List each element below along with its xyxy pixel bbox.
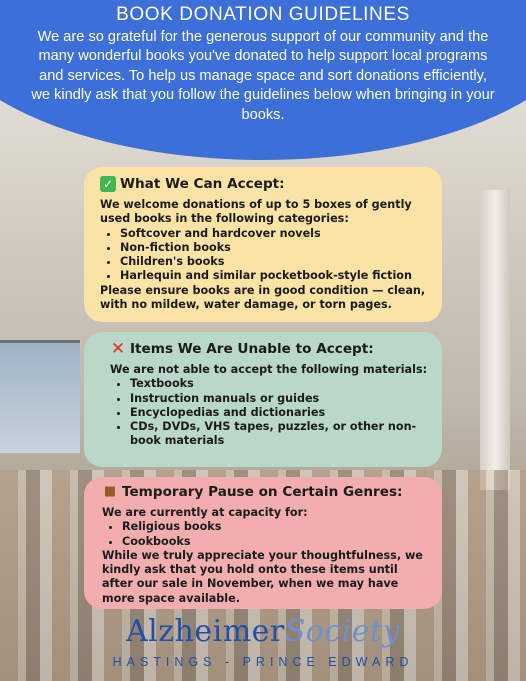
cross-mark-icon: ✕ — [110, 339, 126, 359]
pause-intro: We are currently at capacity for: — [102, 506, 308, 519]
logo-main-text: Alzheimer — [125, 614, 285, 649]
list-item: • Non-fiction books — [120, 241, 428, 255]
list-item: • Religious books — [122, 520, 428, 534]
intro-text: We are so grateful for the generous support of our community and the many wonderful books you've donated to help support local programs and services. To help us manage space and sort donations efficiently, we kindly ask that you follow the guidelines below when bringing in your books. — [31, 29, 495, 123]
accept-list — [100, 227, 428, 284]
unable-heading-text: Items We Are Unable to Accept: — [130, 341, 374, 357]
background-window — [0, 340, 80, 453]
alzheimer-society-logo — [0, 614, 526, 669]
pause-heading-text: Temporary Pause on Certain Genres: — [122, 484, 403, 500]
list-item: • Encyclopedias and dictionaries — [130, 406, 428, 420]
unable-heading — [110, 341, 428, 357]
list-item: • Harlequin and similar pocketbook-style fiction — [120, 269, 428, 283]
background-pillar — [480, 190, 510, 490]
list-item: • Children's books — [120, 255, 428, 269]
pause-note: While we truly appreciate your thoughtfulness, we kindly ask that you hold onto these items until after our sale in November, when we may have more space available. — [102, 548, 423, 605]
list-item: • Cookbooks — [122, 535, 428, 549]
logo-society-text: Society — [284, 614, 401, 649]
unable-list — [110, 377, 428, 448]
pause-heading — [102, 484, 428, 500]
accept-intro: We welcome donations of up to 5 boxes of gently used books in the following categories: — [100, 198, 412, 226]
list-item: • Instruction manuals or guides — [130, 392, 428, 406]
unable-card — [84, 332, 442, 467]
accept-card — [84, 167, 442, 322]
check-mark-icon: ✓ — [100, 176, 116, 192]
accept-heading-text: What We Can Accept: — [120, 176, 285, 192]
list-item: • CDs, DVDs, VHS tapes, puzzles, or other non-book materials — [130, 420, 428, 449]
list-item: • Textbooks — [130, 377, 428, 391]
pause-card — [84, 477, 442, 609]
list-item: • Softcover and hardcover novels — [120, 227, 428, 241]
package-box-icon: ■ — [103, 484, 117, 499]
accept-heading — [100, 176, 428, 192]
accept-note: Please ensure books are in good condition — clean, with no mildew, water damage, or torn pages. — [100, 283, 426, 312]
page-title: BOOK DONATION GUIDELINES — [116, 4, 410, 25]
pause-list — [102, 520, 428, 549]
unable-intro: We are not able to accept the following materials: — [110, 363, 428, 376]
logo-subtitle: HASTINGS - PRINCE EDWARD — [112, 655, 414, 669]
logo-wordmark — [0, 614, 526, 649]
header — [0, 4, 526, 125]
